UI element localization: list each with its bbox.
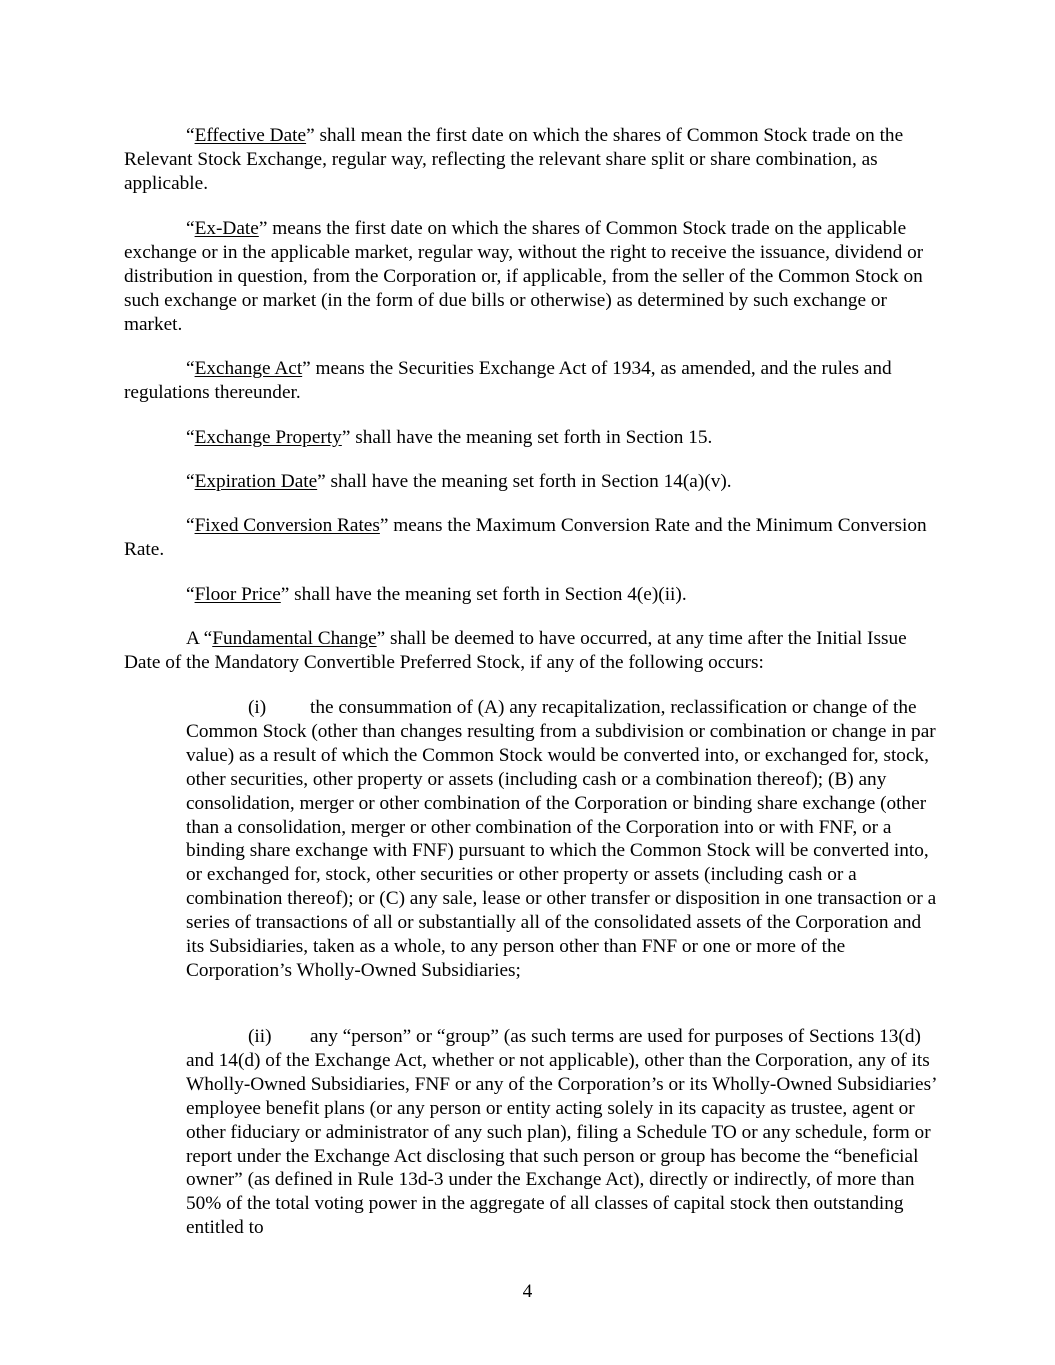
definition-fundamental-change: A “Fundamental Change” shall be deemed to have occurred, at any time after the Initial Issue Date of the Mandatory Convertible Preferred Stock, if any of the following occurs: — [124, 628, 907, 673]
clause-item: (ii) any “person” or “group” (as such terms are used for purposes of Sections 13(d) and 14(d) of the Exchange Act, whether or not applicable), other than the Corporation, any of its Wholly-Owned Subsidiaries, FNF or any of the Corporation’s or its Wholly-Owned Subsidiaries’ employee benefit plans (or any person or entity acting solely in its capacity as trustee, agent or other fiduciary or administrator of any such plan), filing a Schedule TO or any schedule, form or report under the Exchange Act disclosing that such person or group has become the “beneficial owner” (as defined in Rule 13d-3 under the Exchange Act), directly or indirectly, of more than 50% of the total voting power in the aggregate of all classes of capital stock then outstanding entitled to — [186, 1026, 937, 1239]
defined-term: Exchange Property — [194, 427, 342, 448]
definition-expiration-date: “Expiration Date” shall have the meaning set forth in Section 14(a)(v). — [186, 471, 732, 492]
definition-effective-date: “Effective Date” shall mean the first date on which the shares of Common Stock trade on the Relevant Stock Exchange, regular way, reflecting the relevant share split or share combination, as applicable. — [124, 125, 904, 194]
defined-term: Effective Date — [194, 125, 307, 146]
definition-fixed-conversion-rates: “Fixed Conversion Rates” means the Maximum Conversion Rate and the Minimum Conversion Rate. — [124, 515, 927, 560]
definition-floor-price: “Floor Price” shall have the meaning set forth in Section 4(e)(ii). — [186, 584, 687, 605]
defined-term: Ex-Date — [194, 218, 259, 239]
definition-ex-date: “Ex-Date” means the first date on which the shares of Common Stock trade on the applicable exchange or in the applicable market, regular way, without the right to receive the issuance, dividend or distribution in question, from the Corporation or, if applicable, from the seller of the Common Stock on such exchange or market (in the form of due bills or otherwise) as determined by such exchange or market. — [124, 218, 924, 335]
defined-term: Fundamental Change — [212, 628, 377, 649]
clause-item: (i) the consummation of (A) any recapitalization, reclassification or change of the Common Stock (other than changes resulting from a subdivision or combination or change in par value) as a result of which the Common Stock would be converted into, or exchanged for, stock, other securities, other property or assets (including cash or a combination thereof); (B) any consolidation, merger or other combination of the Corporation or binding share exchange (other than a consolidation, merger or other combination of the Corporation into or with FNF, or a binding share exchange with FNF) pursuant to which the Common Stock will be converted into, or exchanged for, stock, other securities or other property or assets (including cash or a combination thereof); or (C) any sale, lease or other transfer or disposition in one transaction or a series of transactions of all or substantially all of the consolidated assets of the Corporation and its Subsidiaries, taken as a whole, to any person other than FNF or one or more of the Corporation’s Wholly-Owned Subsidiaries; — [186, 697, 937, 981]
defined-term: Floor Price — [194, 584, 281, 605]
defined-term: Fixed Conversion Rates — [194, 515, 380, 536]
definition-exchange-property: “Exchange Property” shall have the meaning set forth in Section 15. — [186, 427, 713, 448]
defined-term: Exchange Act — [194, 358, 303, 379]
defined-term: Expiration Date — [194, 471, 318, 492]
clause-marker: (i) — [248, 697, 267, 718]
clause-marker: (ii) — [248, 1026, 272, 1047]
page-number: 4 — [522, 1281, 533, 1302]
definition-exchange-act: “Exchange Act” means the Securities Exchange Act of 1934, as amended, and the rules and regulations thereunder. — [124, 358, 892, 403]
